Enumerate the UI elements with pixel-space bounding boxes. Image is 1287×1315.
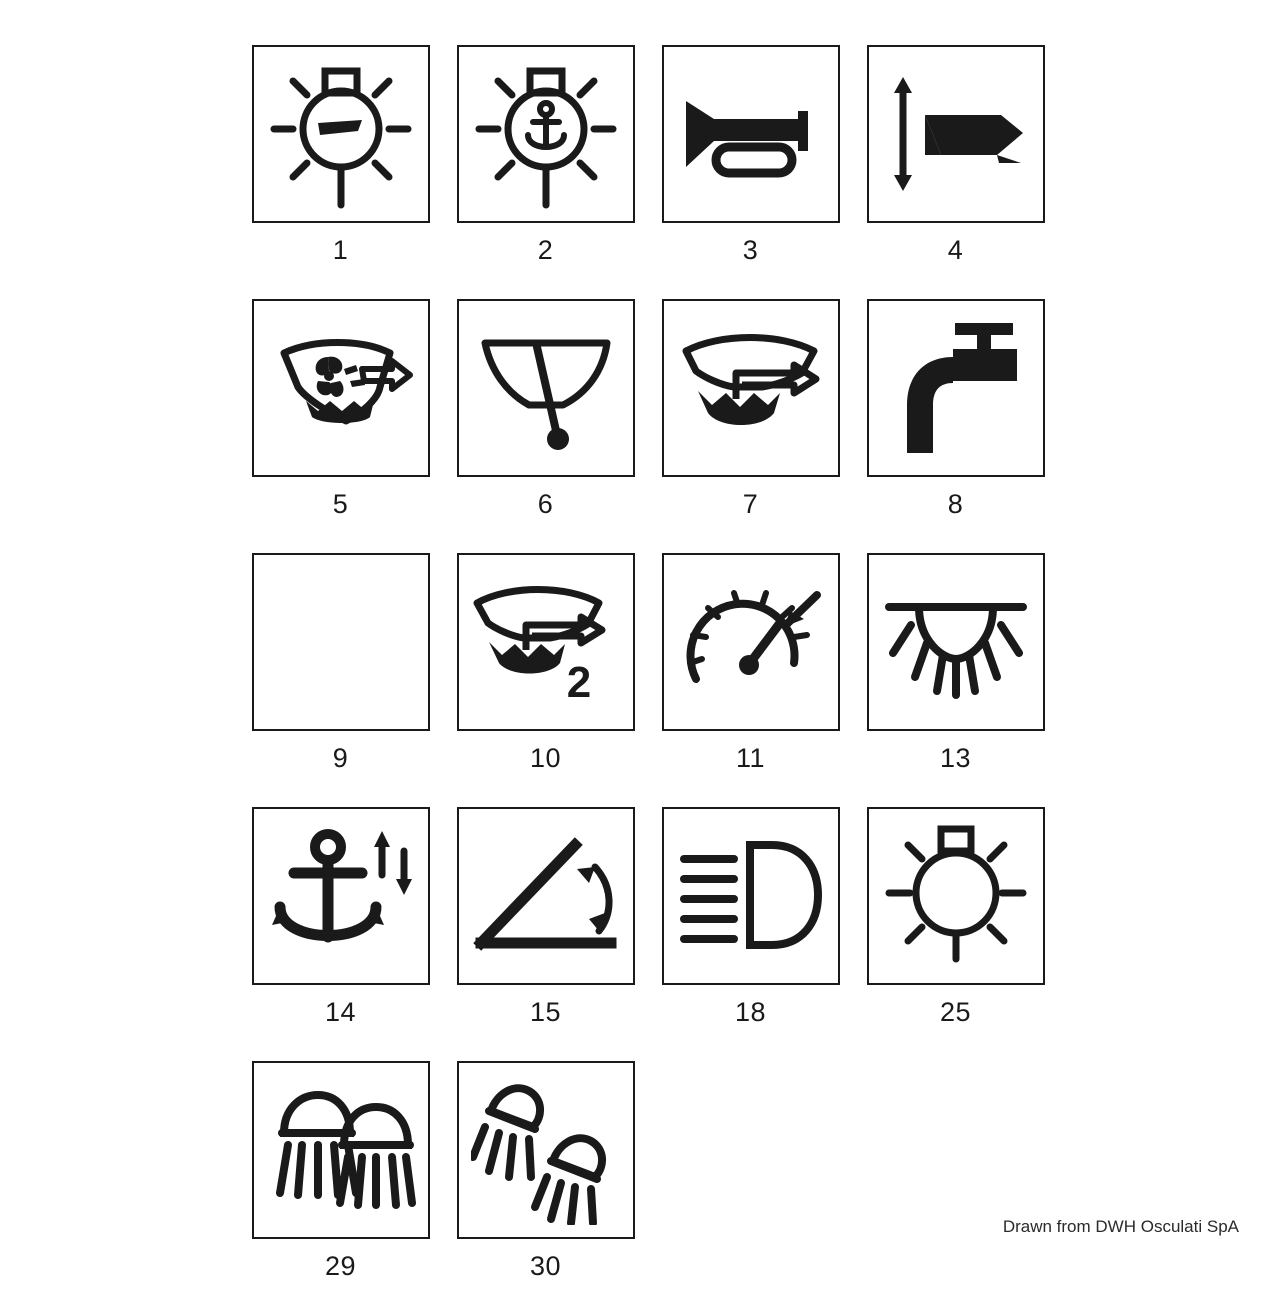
trim-tab-icon[interactable] [867,45,1045,223]
symbol-number: 7 [742,489,759,519]
horn-icon[interactable] [662,45,840,223]
symbol-cell-5[interactable] [238,299,443,519]
symbol-cell-10[interactable] [443,553,648,773]
symbol-cell-9[interactable] [238,553,443,773]
symbol-number: 25 [939,997,972,1027]
credit-text: Drawn from DWH Osculati SpA [1002,1217,1239,1236]
anchor-light-icon[interactable] [457,45,635,223]
symbol-cell-6[interactable] [443,299,648,519]
symbol-cell-4[interactable] [853,45,1058,265]
lamp-icon[interactable] [867,807,1045,985]
angle-adjust-icon[interactable] [457,807,635,985]
twin-floodlights-icon[interactable] [457,1061,635,1239]
symbol-cell-11[interactable] [648,553,853,773]
symbol-number: 10 [529,743,562,773]
symbol-row [238,299,1058,519]
symbol-cell-3[interactable] [648,45,853,265]
symbol-number: 6 [537,489,554,519]
symbol-number: 30 [529,1251,562,1281]
symbol-row [238,1061,1058,1281]
symbol-cell-18[interactable] [648,807,853,1027]
symbol-number: 14 [324,997,357,1027]
symbol-number: 15 [529,997,562,1027]
symbol-number: 1 [332,235,349,265]
water-tap-icon[interactable] [867,299,1045,477]
symbol-cell-15[interactable] [443,807,648,1027]
symbol-cell-7[interactable] [648,299,853,519]
gauge-icon[interactable] [662,553,840,731]
symbol-number: 13 [939,743,972,773]
symbol-number: 9 [332,743,349,773]
windscreen-wiper-icon[interactable] [457,299,635,477]
windscreen-washer-icon[interactable] [662,299,840,477]
symbol-cell-30[interactable] [443,1061,648,1281]
symbol-cell-8[interactable] [853,299,1058,519]
symbol-cell-2[interactable] [443,45,648,265]
symbol-cell-29[interactable] [238,1061,443,1281]
symbol-number: 8 [947,489,964,519]
symbol-cell-25[interactable] [853,807,1058,1027]
symbol-cell-13[interactable] [853,553,1058,773]
dome-light-icon[interactable] [867,553,1045,731]
symbol-number: 4 [947,235,964,265]
symbol-number: 29 [324,1251,357,1281]
blank-icon[interactable] [252,553,430,731]
symbol-row [238,45,1058,265]
twin-spotlights-icon[interactable] [252,1061,430,1239]
navigation-light-icon[interactable] [252,45,430,223]
washer-badge: 2 [566,658,591,707]
windscreen-washer-2-icon[interactable] [457,553,635,731]
symbol-row [238,807,1058,1027]
symbol-number: 18 [734,997,767,1027]
anchor-windlass-icon[interactable] [252,807,430,985]
symbol-grid [238,45,1058,1315]
symbol-cell-1[interactable] [238,45,443,265]
headlight-icon[interactable] [662,807,840,985]
symbol-number: 3 [742,235,759,265]
symbol-number: 11 [735,743,766,773]
symbol-number: 5 [332,489,349,519]
bilge-blower-fan-icon[interactable] [252,299,430,477]
symbol-row [238,553,1058,773]
symbol-number: 2 [537,235,554,265]
symbol-cell-14[interactable] [238,807,443,1027]
